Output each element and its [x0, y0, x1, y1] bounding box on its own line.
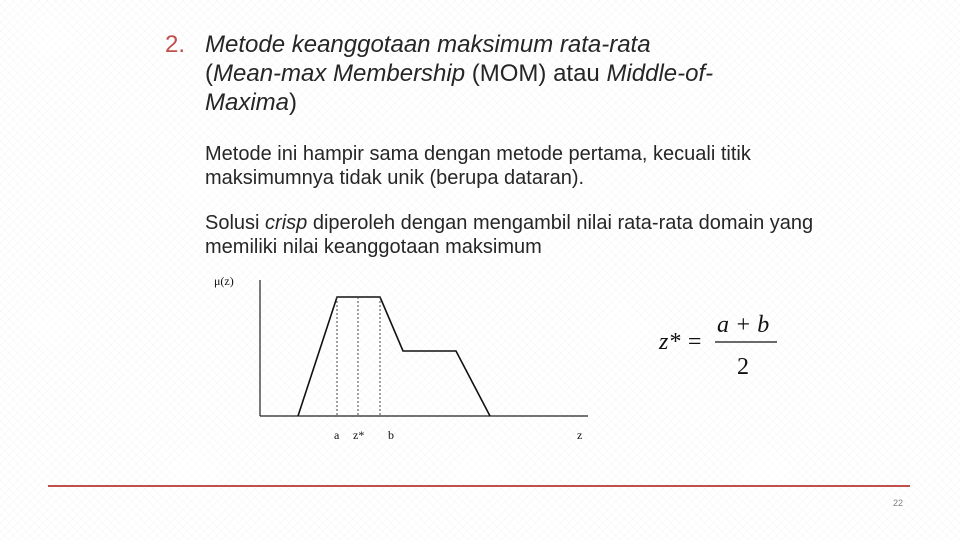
formula-numerator: a + b	[717, 312, 770, 338]
heading-line3-suffix: )	[289, 89, 298, 116]
heading-line1: Metode keanggotaan maksimum rata-rata	[205, 31, 651, 58]
heading-line2-italic-a: Mean-max Membership	[213, 60, 466, 87]
paragraph-2	[205, 211, 845, 259]
formula-lhs: z* =	[659, 329, 703, 355]
heading-line2-prefix: (	[205, 60, 213, 87]
tick-label-zstar: z*	[353, 428, 365, 442]
footer-divider	[48, 485, 910, 487]
formula-denominator: 2	[737, 354, 749, 380]
formula	[655, 305, 795, 385]
paragraph-2-italic: crisp	[265, 212, 308, 234]
page-number: 22	[893, 498, 904, 508]
heading-line2-mid: (MOM) atau	[465, 60, 607, 87]
heading-line2-italic-b: Middle-of-	[606, 60, 714, 87]
paragraph-1: Metode ini hampir sama dengan metode pertama, kecuali titik maksimumnya tidak unik (berupa dataran).	[205, 143, 751, 189]
paragraph-2-suffix: diperoleh dengan mengambil nilai rata-rata domain yang memiliki nilai keanggotaan maksimum	[205, 212, 814, 258]
y-axis-label: μ(z)	[214, 274, 234, 288]
membership-function-diagram	[210, 272, 600, 444]
heading-line3: Maxima	[205, 89, 290, 116]
x-axis-label: z	[577, 428, 583, 442]
paragraph-2-prefix: Solusi	[205, 212, 266, 234]
slide-heading	[205, 30, 845, 117]
membership-curve	[298, 297, 490, 416]
tick-label-b: b	[388, 428, 394, 442]
list-number: 2.	[165, 31, 186, 58]
tick-label-a: a	[334, 428, 340, 442]
